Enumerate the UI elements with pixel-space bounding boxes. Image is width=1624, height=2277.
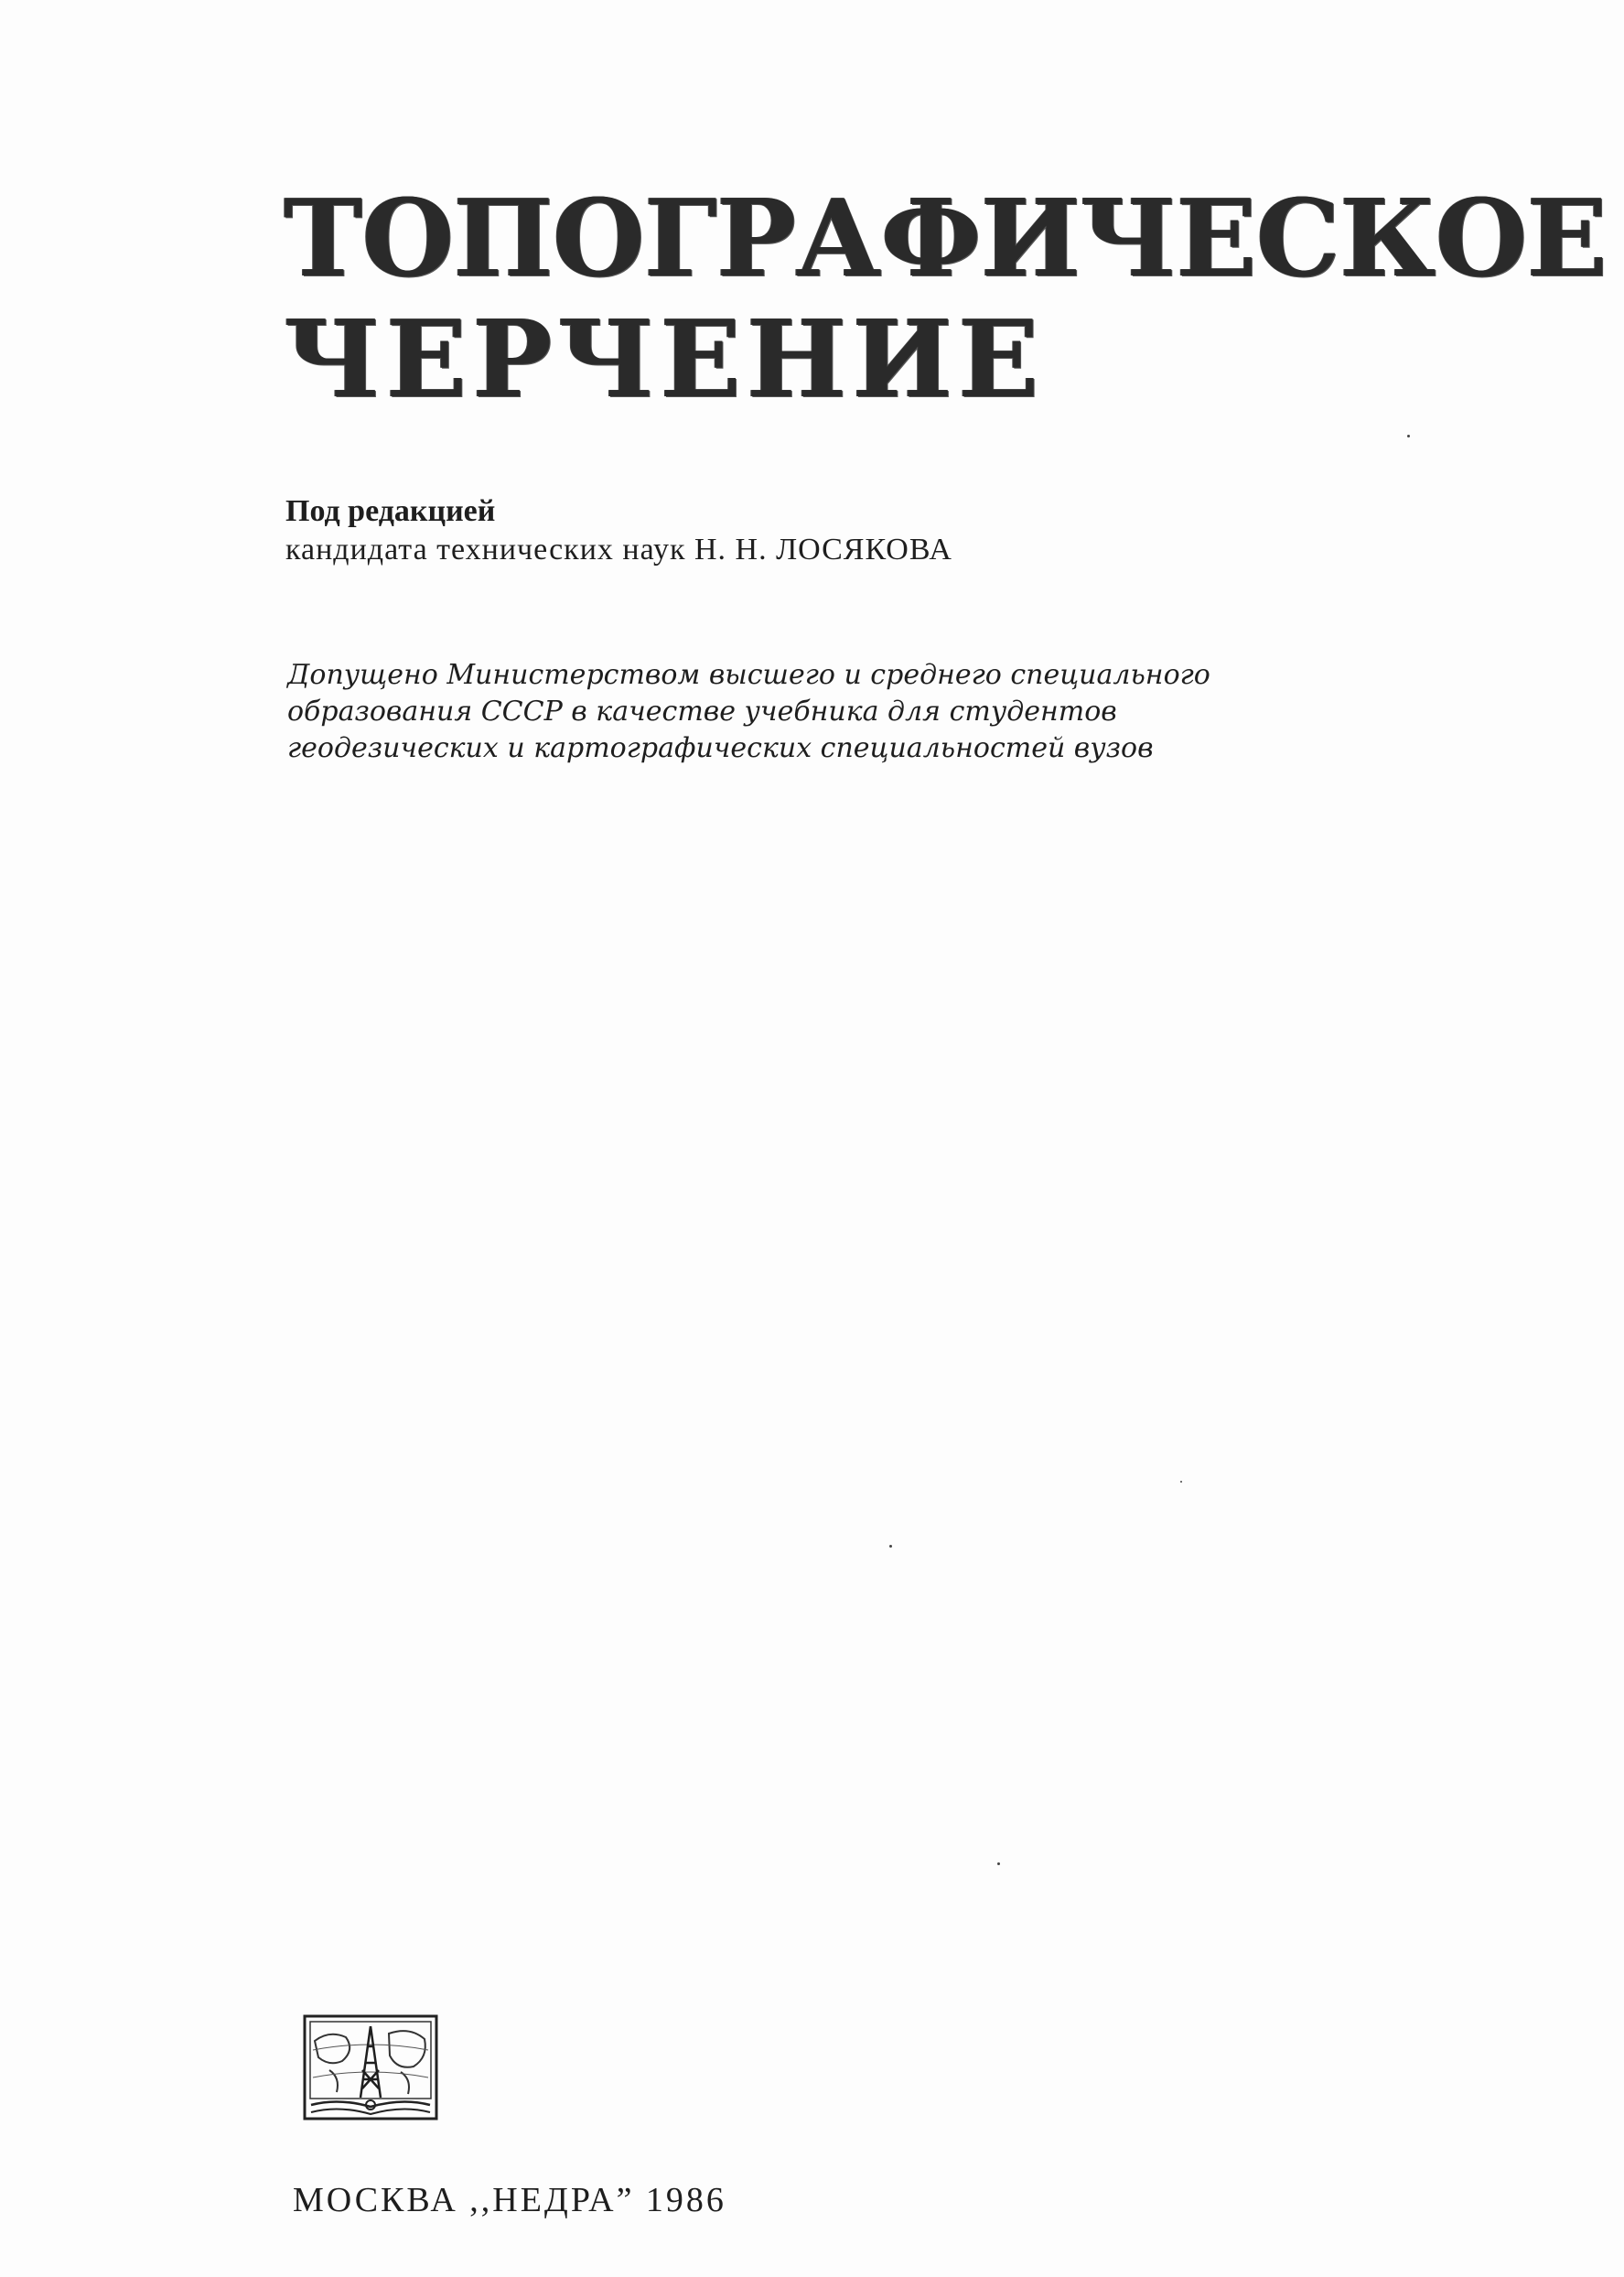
editor-credit: [285, 492, 952, 569]
scan-speck: [1180, 1481, 1182, 1483]
scan-speck: [997, 1862, 1000, 1865]
approval-line-1: Допущено Министерством высшего и среднего специального: [287, 659, 1210, 691]
book-title: [284, 177, 1608, 422]
nedra-publisher-emblem-icon: [302, 2013, 439, 2121]
ministry-approval-note: [287, 657, 1210, 767]
publisher-imprint: МОСКВА ,,НЕДРА” 1986: [293, 2181, 726, 2219]
approval-line-3: геодезических и картографических специальностей вузов: [287, 732, 1154, 764]
scan-speck: [1407, 435, 1410, 437]
editor-credit-line-2: кандидата технических наук Н. Н. ЛОСЯКОВА: [285, 533, 952, 567]
editor-credit-line-1: Под редакцией: [285, 494, 496, 528]
book-title-line-1: ТОПОГРАФИЧЕСКОЕ: [284, 177, 1608, 301]
book-title-line-2: ЧЕРЧЕНИЕ: [284, 297, 1045, 422]
scan-speck: [889, 1545, 892, 1548]
approval-line-2: образования СССР в качестве учебника для студентов: [287, 696, 1117, 728]
